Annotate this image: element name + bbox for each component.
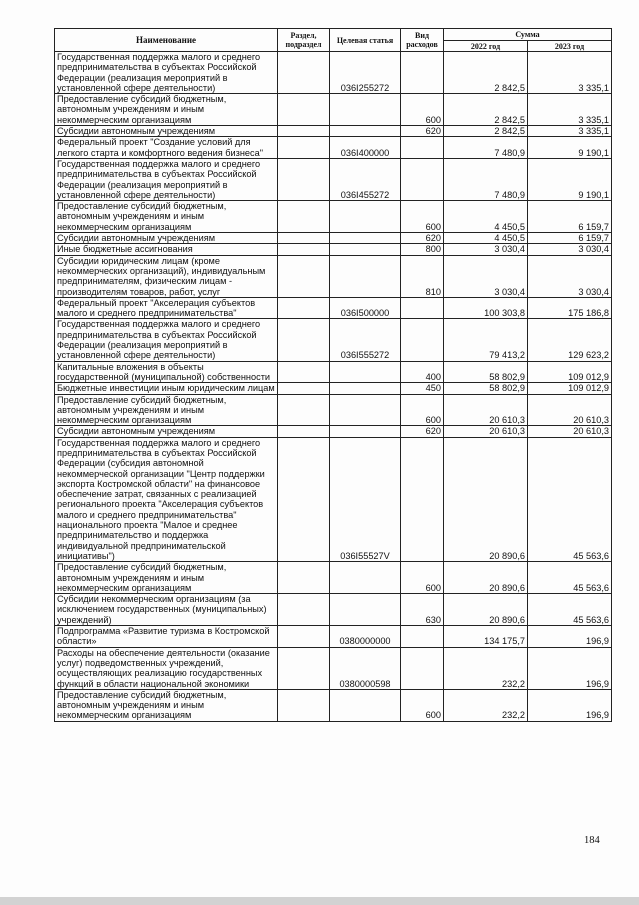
table-row [55, 244, 612, 255]
table-row [55, 52, 612, 94]
row-sum-2022-cell: 232,2 [444, 647, 528, 689]
header-target: Целевая статья [330, 29, 401, 52]
row-name-cell: Федеральный проект "Акселерация субъектов малого и среднего предпринимательства" [55, 297, 278, 319]
row-section-cell [278, 383, 330, 394]
row-sum-2022-cell: 79 413,2 [444, 319, 528, 361]
row-target-cell [330, 562, 401, 594]
row-name-cell: Государственная поддержка малого и среднего предпринимательства в субъектах Российской Федерации (реализация мероприятий в установленной сфере деятельности) [55, 52, 278, 94]
row-target-cell [330, 594, 401, 626]
row-target-cell: 036I400000 [330, 137, 401, 159]
row-type-cell: 450 [401, 383, 444, 394]
row-sum-2022-cell: 2 842,5 [444, 94, 528, 126]
row-section-cell [278, 94, 330, 126]
row-type-cell [401, 437, 444, 562]
row-target-cell [330, 394, 401, 426]
table-row [55, 689, 612, 721]
row-name-cell: Государственная поддержка малого и среднего предпринимательства в субъектах Российской Федерации (реализация мероприятий в установленной сфере деятельности) [55, 319, 278, 361]
row-sum-2023-cell: 196,9 [528, 626, 612, 648]
row-name-cell: Субсидии автономным учреждениям [55, 233, 278, 244]
row-type-cell [401, 626, 444, 648]
table-row [55, 94, 612, 126]
row-sum-2022-cell: 20 610,3 [444, 394, 528, 426]
row-target-cell [330, 244, 401, 255]
row-type-cell: 600 [401, 689, 444, 721]
row-sum-2022-cell: 20 890,6 [444, 594, 528, 626]
row-name-cell: Подпрограмма «Развитие туризма в Костромской области» [55, 626, 278, 648]
row-section-cell [278, 126, 330, 137]
table-row [55, 319, 612, 361]
row-section-cell [278, 562, 330, 594]
row-name-cell: Предоставление субсидий бюджетным, автономным учреждениям и иным некоммерческим организациям [55, 689, 278, 721]
row-section-cell [278, 319, 330, 361]
table-row [55, 562, 612, 594]
row-name-cell: Субсидии автономным учреждениям [55, 426, 278, 437]
row-sum-2023-cell: 3 030,4 [528, 244, 612, 255]
header-year-2023: 2023 год [528, 41, 612, 52]
row-sum-2023-cell: 45 563,6 [528, 594, 612, 626]
row-type-cell: 600 [401, 94, 444, 126]
header-name: Наименование [55, 29, 278, 52]
row-section-cell [278, 689, 330, 721]
row-section-cell [278, 158, 330, 200]
row-target-cell [330, 361, 401, 383]
row-type-cell [401, 647, 444, 689]
header-type: Вид расходов [401, 29, 444, 52]
row-target-cell: 036I255272 [330, 52, 401, 94]
row-type-cell [401, 52, 444, 94]
row-sum-2023-cell: 45 563,6 [528, 562, 612, 594]
row-sum-2022-cell: 20 890,6 [444, 562, 528, 594]
row-sum-2023-cell: 9 190,1 [528, 158, 612, 200]
row-target-cell: 0380000000 [330, 626, 401, 648]
row-sum-2023-cell: 3 335,1 [528, 126, 612, 137]
scan-edge [0, 897, 639, 905]
page-number: 184 [584, 835, 600, 846]
row-section-cell [278, 594, 330, 626]
row-type-cell: 620 [401, 126, 444, 137]
row-name-cell: Предоставление субсидий бюджетным, автономным учреждениям и иным некоммерческим организациям [55, 394, 278, 426]
row-sum-2023-cell: 6 159,7 [528, 201, 612, 233]
row-section-cell [278, 297, 330, 319]
row-sum-2022-cell: 232,2 [444, 689, 528, 721]
row-sum-2022-cell: 2 842,5 [444, 52, 528, 94]
row-type-cell: 620 [401, 426, 444, 437]
row-type-cell: 800 [401, 244, 444, 255]
row-target-cell [330, 255, 401, 297]
row-sum-2022-cell: 7 480,9 [444, 158, 528, 200]
table-row [55, 361, 612, 383]
row-section-cell [278, 137, 330, 159]
row-type-cell: 600 [401, 201, 444, 233]
row-section-cell [278, 255, 330, 297]
row-sum-2023-cell: 20 610,3 [528, 426, 612, 437]
row-type-cell: 600 [401, 562, 444, 594]
table-row [55, 437, 612, 562]
table-row [55, 626, 612, 648]
row-sum-2023-cell: 109 012,9 [528, 361, 612, 383]
row-name-cell: Государственная поддержка малого и среднего предпринимательства в субъектах Российской Федерации (реализация мероприятий в установленной сфере деятельности) [55, 158, 278, 200]
row-section-cell [278, 52, 330, 94]
table-row [55, 255, 612, 297]
header-section: Раздел, подраздел [278, 29, 330, 52]
row-sum-2023-cell: 3 335,1 [528, 52, 612, 94]
table-row [55, 158, 612, 200]
table-row [55, 126, 612, 137]
table-row [55, 297, 612, 319]
row-name-cell: Предоставление субсидий бюджетным, автономным учреждениям и иным некоммерческим организациям [55, 562, 278, 594]
table-row [55, 383, 612, 394]
row-section-cell [278, 626, 330, 648]
row-sum-2022-cell: 134 175,7 [444, 626, 528, 648]
row-type-cell: 810 [401, 255, 444, 297]
table-row [55, 201, 612, 233]
row-sum-2023-cell: 6 159,7 [528, 233, 612, 244]
row-sum-2023-cell: 3 335,1 [528, 94, 612, 126]
row-name-cell: Предоставление субсидий бюджетным, автономным учреждениям и иным некоммерческим организациям [55, 201, 278, 233]
row-sum-2022-cell: 3 030,4 [444, 244, 528, 255]
row-target-cell [330, 201, 401, 233]
row-type-cell [401, 158, 444, 200]
row-sum-2022-cell: 58 802,9 [444, 361, 528, 383]
row-name-cell: Субсидии автономным учреждениям [55, 126, 278, 137]
row-sum-2022-cell: 20 610,3 [444, 426, 528, 437]
row-name-cell: Субсидии некоммерческим организациям (за исключением государственных (муниципальных) учреждений) [55, 594, 278, 626]
row-sum-2023-cell: 3 030,4 [528, 255, 612, 297]
row-type-cell [401, 319, 444, 361]
row-section-cell [278, 361, 330, 383]
row-target-cell: 0380000598 [330, 647, 401, 689]
row-sum-2023-cell: 196,9 [528, 689, 612, 721]
row-section-cell [278, 647, 330, 689]
row-sum-2022-cell: 4 450,5 [444, 233, 528, 244]
row-target-cell [330, 383, 401, 394]
row-sum-2023-cell: 45 563,6 [528, 437, 612, 562]
row-sum-2022-cell: 58 802,9 [444, 383, 528, 394]
row-type-cell [401, 137, 444, 159]
header-sum: Сумма [444, 29, 612, 41]
row-section-cell [278, 244, 330, 255]
row-type-cell: 630 [401, 594, 444, 626]
row-section-cell [278, 426, 330, 437]
row-name-cell: Субсидии юридическим лицам (кроме некоммерческих организаций), индивидуальным предпринимателям, физическим лицам - производителям товаров, работ, услуг [55, 255, 278, 297]
row-name-cell: Государственная поддержка малого и среднего предпринимательства в субъектах Российской Федерации (субсидия автономной некоммерческой организации "Центр поддержки экспорта Костромской области" на финансовое обеспечение затрат, связанных с реализацией регионального проекта "Акселерация субъектов малого и среднего предпринимательства" национального проекта "Малое и среднее предпринимательство и поддержка индивидуальной предпринимательской инициативы") [55, 437, 278, 562]
row-name-cell: Расходы на обеспечение деятельности (оказание услуг) подведомственных учреждений, осуществляющих реализацию государственных функций в области национальной экономики [55, 647, 278, 689]
row-sum-2023-cell: 9 190,1 [528, 137, 612, 159]
table-header [55, 29, 612, 52]
row-name-cell: Бюджетные инвестиции иным юридическим лицам [55, 383, 278, 394]
row-target-cell [330, 126, 401, 137]
row-target-cell [330, 426, 401, 437]
row-name-cell: Капитальные вложения в объекты государственной (муниципальной) собственности [55, 361, 278, 383]
row-sum-2022-cell: 2 842,5 [444, 126, 528, 137]
table-row [55, 594, 612, 626]
row-sum-2022-cell: 100 303,8 [444, 297, 528, 319]
row-section-cell [278, 437, 330, 562]
table-row [55, 426, 612, 437]
table-body [55, 52, 612, 722]
table-row [55, 647, 612, 689]
row-sum-2023-cell: 175 186,8 [528, 297, 612, 319]
row-target-cell [330, 689, 401, 721]
row-target-cell: 036I555272 [330, 319, 401, 361]
row-sum-2022-cell: 3 030,4 [444, 255, 528, 297]
header-year-2022: 2022 год [444, 41, 528, 52]
row-section-cell [278, 233, 330, 244]
row-target-cell [330, 233, 401, 244]
row-section-cell [278, 201, 330, 233]
row-target-cell: 036I55527V [330, 437, 401, 562]
row-name-cell: Федеральный проект "Создание условий для легкого старта и комфортного ведения бизнеса" [55, 137, 278, 159]
row-type-cell: 600 [401, 394, 444, 426]
row-sum-2023-cell: 196,9 [528, 647, 612, 689]
row-target-cell: 036I500000 [330, 297, 401, 319]
row-section-cell [278, 394, 330, 426]
table-row [55, 394, 612, 426]
row-sum-2022-cell: 20 890,6 [444, 437, 528, 562]
row-type-cell: 620 [401, 233, 444, 244]
row-name-cell: Предоставление субсидий бюджетным, автономным учреждениям и иным некоммерческим организациям [55, 94, 278, 126]
row-sum-2023-cell: 109 012,9 [528, 383, 612, 394]
row-type-cell [401, 297, 444, 319]
row-target-cell: 036I455272 [330, 158, 401, 200]
row-sum-2023-cell: 129 623,2 [528, 319, 612, 361]
table-row [55, 137, 612, 159]
row-sum-2023-cell: 20 610,3 [528, 394, 612, 426]
budget-table [54, 28, 612, 722]
row-sum-2022-cell: 7 480,9 [444, 137, 528, 159]
row-name-cell: Иные бюджетные ассигнования [55, 244, 278, 255]
row-target-cell [330, 94, 401, 126]
row-sum-2022-cell: 4 450,5 [444, 201, 528, 233]
table-row [55, 233, 612, 244]
row-type-cell: 400 [401, 361, 444, 383]
